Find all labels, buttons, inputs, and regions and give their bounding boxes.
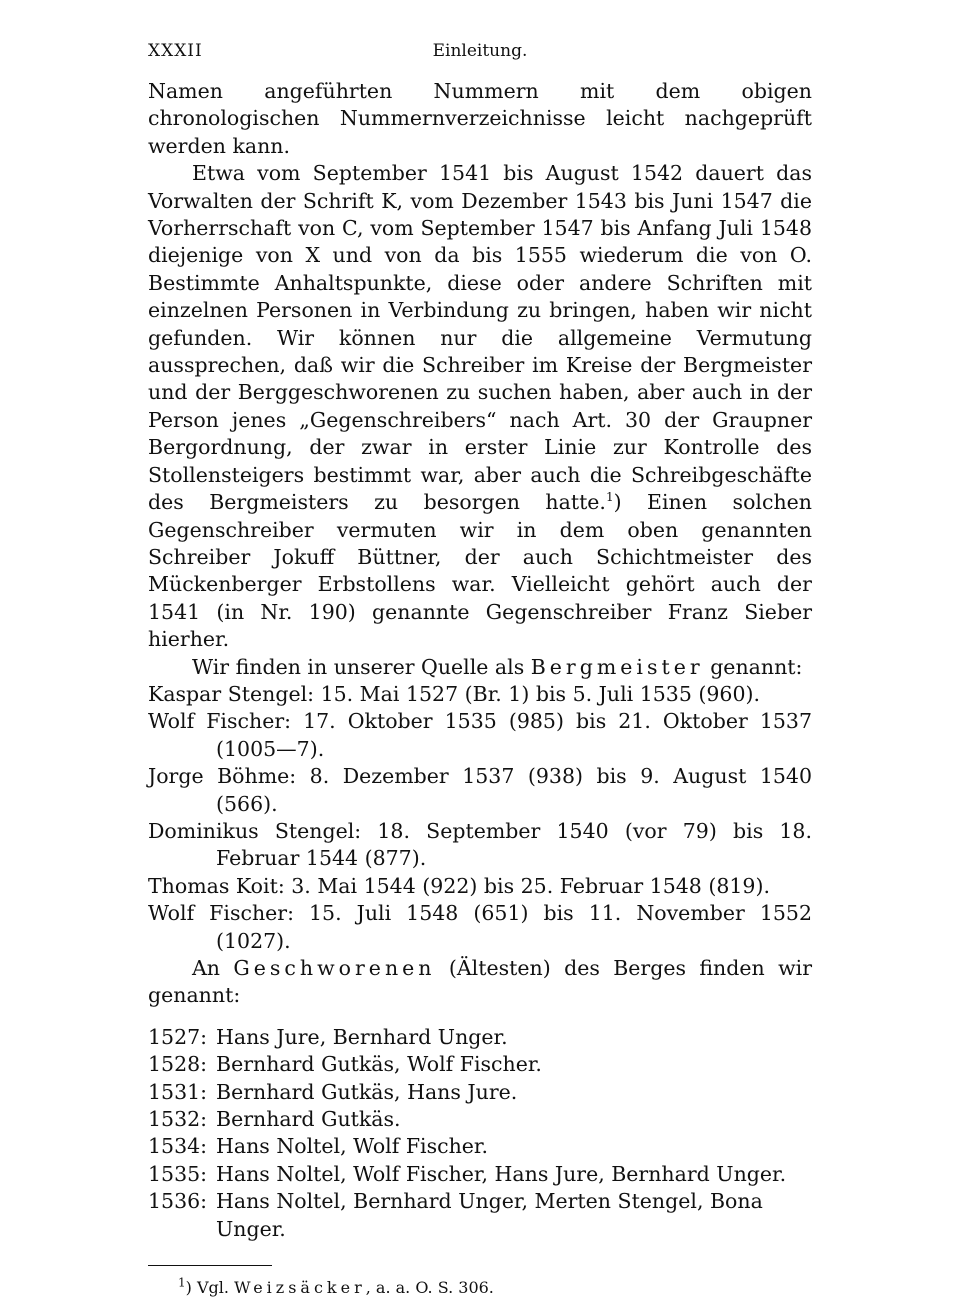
footnote-reference: 1 bbox=[605, 490, 614, 505]
list-year: 1535: bbox=[148, 1161, 208, 1186]
emphasized-term: Geschworenen bbox=[233, 956, 436, 980]
list-item: Jorge Böhme: 8. Dezember 1537 (938) bis 9. August 1540 (566). bbox=[148, 764, 812, 816]
list-names: Hans Noltel, Bernhard Unger, Merten Stengel, Bona Unger. bbox=[216, 1189, 763, 1241]
paragraph-continuation: Namen angeführten Nummern mit dem obigen chronologischen Nummernverzeichnisse leicht nachgeprüft werden kann. bbox=[148, 79, 812, 158]
emphasized-term: Bergmeister bbox=[530, 654, 704, 679]
list-year: 1527: bbox=[148, 1024, 208, 1049]
paragraph-text: An bbox=[192, 956, 234, 980]
list-names: Hans Noltel, Wolf Fischer. bbox=[216, 1134, 488, 1159]
list-item bbox=[148, 1051, 812, 1078]
list-item: Wolf Fischer: 17. Oktober 1535 (985) bis 21. Oktober 1537 (1005—7). bbox=[148, 709, 812, 761]
list-names: Hans Noltel, Wolf Fischer, Hans Jure, Bernhard Unger. bbox=[216, 1161, 787, 1186]
list-item: Dominikus Stengel: 18. September 1540 (vor 79) bis 18. Februar 1544 (877). bbox=[148, 818, 812, 871]
page-number: XXXII bbox=[148, 41, 203, 61]
list-item: Wolf Fischer: 15. Juli 1548 (651) bis 11. November 1552 (1027). bbox=[148, 901, 812, 953]
document-page bbox=[148, 38, 812, 1301]
list-year: 1532: bbox=[148, 1107, 208, 1132]
list-year: 1531: bbox=[148, 1079, 208, 1104]
paragraph-text: genannt: bbox=[703, 654, 803, 679]
paragraph-text: ) Einen solchen Gegenschreiber vermuten wir in dem oben genannten Schreiber Jokuff Büttner, der auch Schichtmeister des Mückenberger Erbstollens war. Vielleicht gehört auch der 1541 (in Nr. 190) genannte Gegenschreiber Franz Sieber hierher. bbox=[148, 490, 812, 652]
running-title: Einleitung. bbox=[432, 41, 528, 61]
list-year: 1534: bbox=[148, 1134, 208, 1159]
emphasized-term: Weizsäcker bbox=[234, 1278, 366, 1298]
list-names: Hans Jure, Bernhard Unger. bbox=[216, 1024, 508, 1049]
footnote bbox=[148, 1274, 812, 1301]
footnote-mark: 1 bbox=[178, 1275, 186, 1290]
footnote-text: , a. a. O. S. 306. bbox=[365, 1278, 494, 1298]
list-year: 1536: bbox=[148, 1189, 208, 1214]
list-item bbox=[148, 1133, 812, 1160]
footnote-text: ) Vgl. bbox=[185, 1278, 235, 1298]
paragraph-text: (Ältesten) des Berges finden wir genannt: bbox=[148, 956, 813, 1008]
list-names: Bernhard Gutkäs, Hans Jure. bbox=[216, 1079, 518, 1104]
list-item bbox=[148, 1106, 812, 1133]
paragraph-bergmeister-intro bbox=[148, 654, 812, 681]
list-names: Bernhard Gutkäs. bbox=[216, 1107, 401, 1132]
bergmeister-list bbox=[148, 681, 812, 955]
paragraph-text: Wir finden in unserer Quelle als bbox=[192, 654, 531, 679]
list-item: Kaspar Stengel: 15. Mai 1527 (Br. 1) bis 5. Juli 1535 (960). bbox=[148, 681, 761, 706]
list-item: Thomas Koit: 3. Mai 1544 (922) bis 25. Februar 1548 (819). bbox=[148, 873, 770, 898]
list-names: Bernhard Gutkäs, Wolf Fischer. bbox=[216, 1052, 542, 1077]
geschworene-list bbox=[148, 1024, 812, 1243]
paragraph-geschworene-intro bbox=[148, 955, 812, 1010]
footnote-divider bbox=[148, 1265, 272, 1266]
list-item bbox=[148, 1024, 812, 1051]
list-item bbox=[148, 1161, 812, 1188]
paragraph-scripts bbox=[148, 160, 812, 653]
list-item bbox=[148, 1188, 812, 1243]
paragraph-text: Etwa vom September 1541 bis August 1542 dauert das Vorwalten der Schrift K, vom Dezember 1543 bis Juni 1547 die Vorherrschaft von C, vom September 1547 bis Anfang Juli 1548 diejenige von X und von da bis 1555 wiederum die von O. Bestimmte Anhaltspunkte, diese oder andere Schriften mit einzelnen Personen in Verbindung zu bringen, haben wir nicht gefunden. Wir können nur die allgemeine Vermutung aussprechen, daß wir die Schreiber im Kreise der Bergmeister und der Berggeschworenen zu suchen haben, aber auch in der Person jenes „Gegenschreibers“ nach Art. 30 der Graupner Bergordnung, der zwar in erster Linie zur Kontrolle des Stollensteigers bestimmt war, aber auch die Schreibgeschäfte des Bergmeisters zu besorgen hatte. bbox=[148, 161, 812, 515]
page-header bbox=[148, 38, 812, 78]
list-item bbox=[148, 1079, 812, 1106]
list-year: 1528: bbox=[148, 1052, 208, 1077]
